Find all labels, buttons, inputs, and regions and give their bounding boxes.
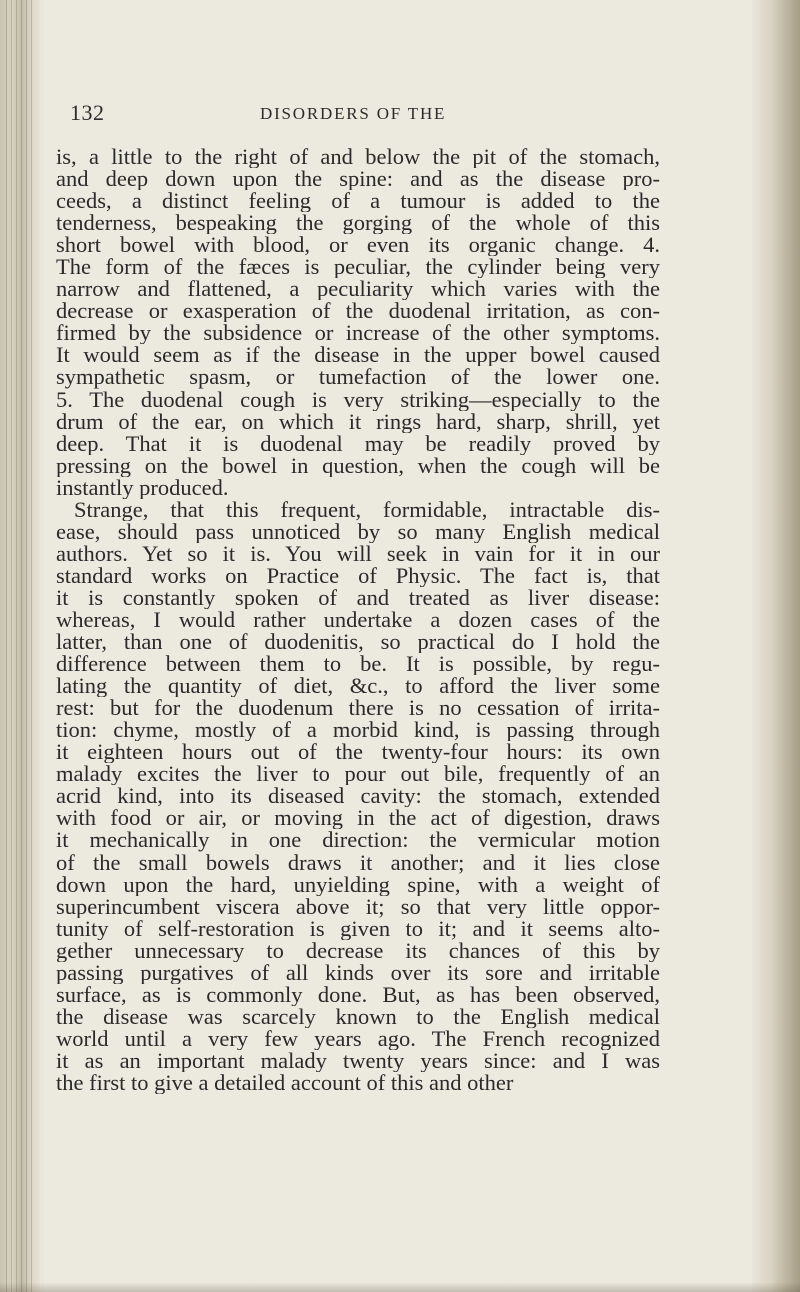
text-line: and deep down upon the spine: and as the disease pro- [56,168,660,191]
text-line: pressing on the bowel in question, when the cough will be [56,454,660,477]
text-line: it as an important malady twenty years since: and I was [56,1049,660,1072]
body-text [56,146,660,1094]
text-line: standard works on Practice of Physic. The fact is, that [56,564,660,587]
text-line: whereas, I would rather undertake a dozen cases of the [56,608,660,632]
text-line: firmed by the subsidence or increase of the other symptoms. [56,322,660,345]
text-line: The form of the fæces is peculiar, the cylinder being very [56,256,660,279]
text-line: tenderness, bespeaking the gorging of the whole of this [56,212,660,235]
text-line: decrease or exasperation of the duodenal irritation, as con- [56,300,660,323]
text-line: short bowel with blood, or even its organic change. 4. [56,234,660,257]
text-line: is, a little to the right of and below the pit of the stomach, [56,146,660,169]
text-line: gether unnecessary to decrease its chances of this by [56,939,660,962]
text-line: surface, as is commonly done. But, as has been observed, [56,983,660,1006]
text-line: difference between them to be. It is possible, by regu- [56,653,660,676]
text-line: passing purgatives of all kinds over its sore and irritable [56,961,660,984]
text-line: ease, should pass unnoticed by so many English medical [56,520,660,543]
text-line: of the small bowels draws it another; and it lies close [56,851,660,874]
text-line: lating the quantity of diet, &c., to afford the liver some [56,675,660,698]
text-line: authors. Yet so it is. You will seek in vain for it in our [56,542,660,565]
text-line: instantly produced. [56,476,229,499]
text-line: acrid kind, into its diseased cavity: the stomach, extended [56,785,660,808]
text-line: It would seem as if the disease in the upper bowel caused [56,344,660,367]
book-page [44,0,752,1292]
page-header [70,100,670,130]
text-line: Strange, that this frequent, formidable, intractable dis- [74,498,660,521]
text-line: it eighteen hours out of the twenty-four hours: its own [56,741,660,764]
text-line: sympathetic spasm, or tumefaction of the lower one. [56,366,660,389]
book-spine-shadow [0,0,40,1292]
page-number: 132 [70,100,105,125]
text-line: ceeds, a distinct feeling of a tumour is added to the [56,190,660,213]
text-line: superincumbent viscera above it; so that very little oppor- [56,895,660,918]
text-line: the disease was scarcely known to the English medical [56,1005,660,1028]
text-line: malady excites the liver to pour out bile, frequently of an [56,763,660,786]
text-line: rest: but for the duodenum there is no cessation of irrita- [56,697,660,720]
book-gutter-texture [6,0,34,1292]
text-line: 5. The duodenal cough is very striking—especially to the [56,388,660,411]
text-line: down upon the hard, unyielding spine, with a weight of [56,873,660,896]
text-line: it is constantly spoken of and treated as liver disease: [56,586,660,609]
text-line: world until a very few years ago. The French recognized [56,1027,660,1050]
text-line: it mechanically in one direction: the vermicular motion [56,829,660,852]
running-head: DISORDERS OF THE [260,104,447,123]
text-line: with food or air, or moving in the act of digestion, draws [56,807,660,830]
bottom-edge-shadow [0,1282,800,1292]
text-line: tion: chyme, mostly of a morbid kind, is passing through [56,719,660,742]
text-line: latter, than one of duodenitis, so practical do I hold the [56,631,660,654]
text-line: deep. That it is duodenal may be readily proved by [56,432,660,455]
text-line: narrow and flattened, a peculiarity which varies with the [56,278,660,301]
text-line: the first to give a detailed account of this and other [56,1071,514,1095]
text-line: tunity of self-restoration is given to it; and it seems alto- [56,917,660,940]
text-line: drum of the ear, on which it rings hard, sharp, shrill, yet [56,410,660,433]
page-edge-shadow [752,0,800,1292]
